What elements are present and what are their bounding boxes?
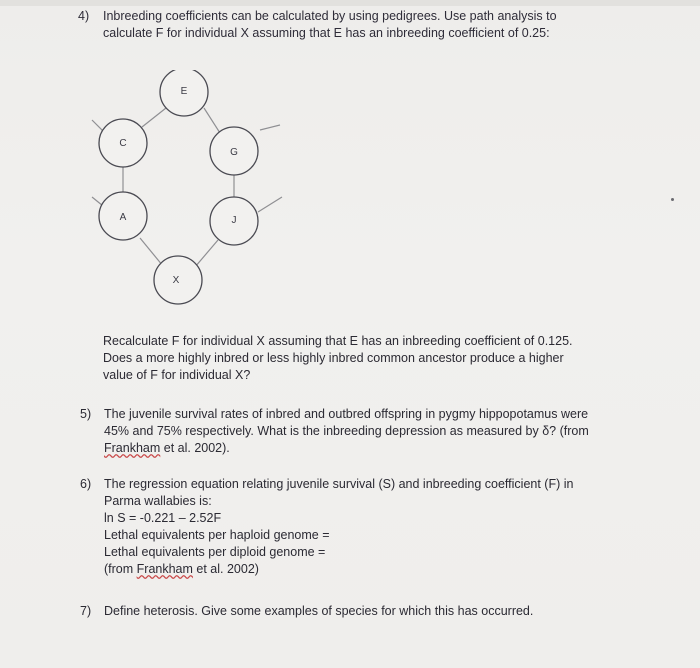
question-5-line-1: The juvenile survival rates of inbred and outbred offspring in pygmy hippopotamus were [104,407,589,421]
question-6-citation-name: Frankham [136,562,193,576]
question-4-line-1: Inbreeding coefficients can be calculated by using pedigrees. Use path analysis to [103,9,557,23]
question-6-text [104,476,573,578]
edge-j-unknown-parent [258,197,282,212]
node-e-label: E [180,86,188,97]
edge-e-g [204,108,220,133]
node-g-label: G [230,147,238,158]
question-4-text [103,8,663,42]
question-6-citation [104,561,573,578]
node-c-label: C [119,138,127,149]
node-x-label: X [172,275,180,286]
question-7-number: 7) [80,604,92,618]
question-4-number: 4) [78,9,90,23]
question-6-haploid: Lethal equivalents per haploid genome = [104,528,330,542]
question-5-citation-name: Frankham [104,441,161,455]
pedigree-diagram [70,70,300,310]
question-4-line-2: calculate F for individual X assuming that E has an inbreeding coefficient of 0.25: [103,26,550,40]
edge-e-c [142,108,166,127]
question-6-equation: ln S = -0.221 – 2.52F [104,511,222,525]
recalculate-line-1: Recalculate F for individual X assuming that E has an inbreeding coefficient of 0.125. [103,334,573,348]
question-6-diploid: Lethal equivalents per diploid genome = [104,545,326,559]
edge-j-x [195,240,218,267]
recalculate-text [103,333,623,384]
question-6-line-2: Parma wallabies is: [104,494,212,508]
question-6-number: 6) [80,477,92,491]
recalculate-line-2: Does a more highly inbred or less highly inbred common ancestor produce a higher [103,351,564,365]
question-7-line-1: Define heterosis. Give some examples of species for which this has occurred. [104,604,534,618]
question-5-line-2: 45% and 75% respectively. What is the inbreeding depression as measured by δ? (from [104,424,589,438]
cropped-top-strip [0,0,700,6]
question-5-line-3 [104,440,634,457]
question-7-text [104,603,533,620]
question-5-citation-rest: et al. 2002). [160,441,230,455]
recalculate-line-3: value of F for individual X? [103,368,251,382]
stray-mark [671,198,674,201]
question-6-citation-pre: (from [104,562,137,576]
question-6-line-1: The regression equation relating juvenile survival (S) and inbreeding coefficient (F) in [104,477,574,491]
edge-a-x [140,238,163,266]
edge-g-unknown-parent [260,125,280,130]
question-5-number: 5) [80,407,92,421]
question-6-citation-rest: et al. 2002) [192,562,259,576]
question-5-text [104,406,634,457]
node-j-label: J [231,215,237,226]
node-a-label: A [119,212,127,223]
